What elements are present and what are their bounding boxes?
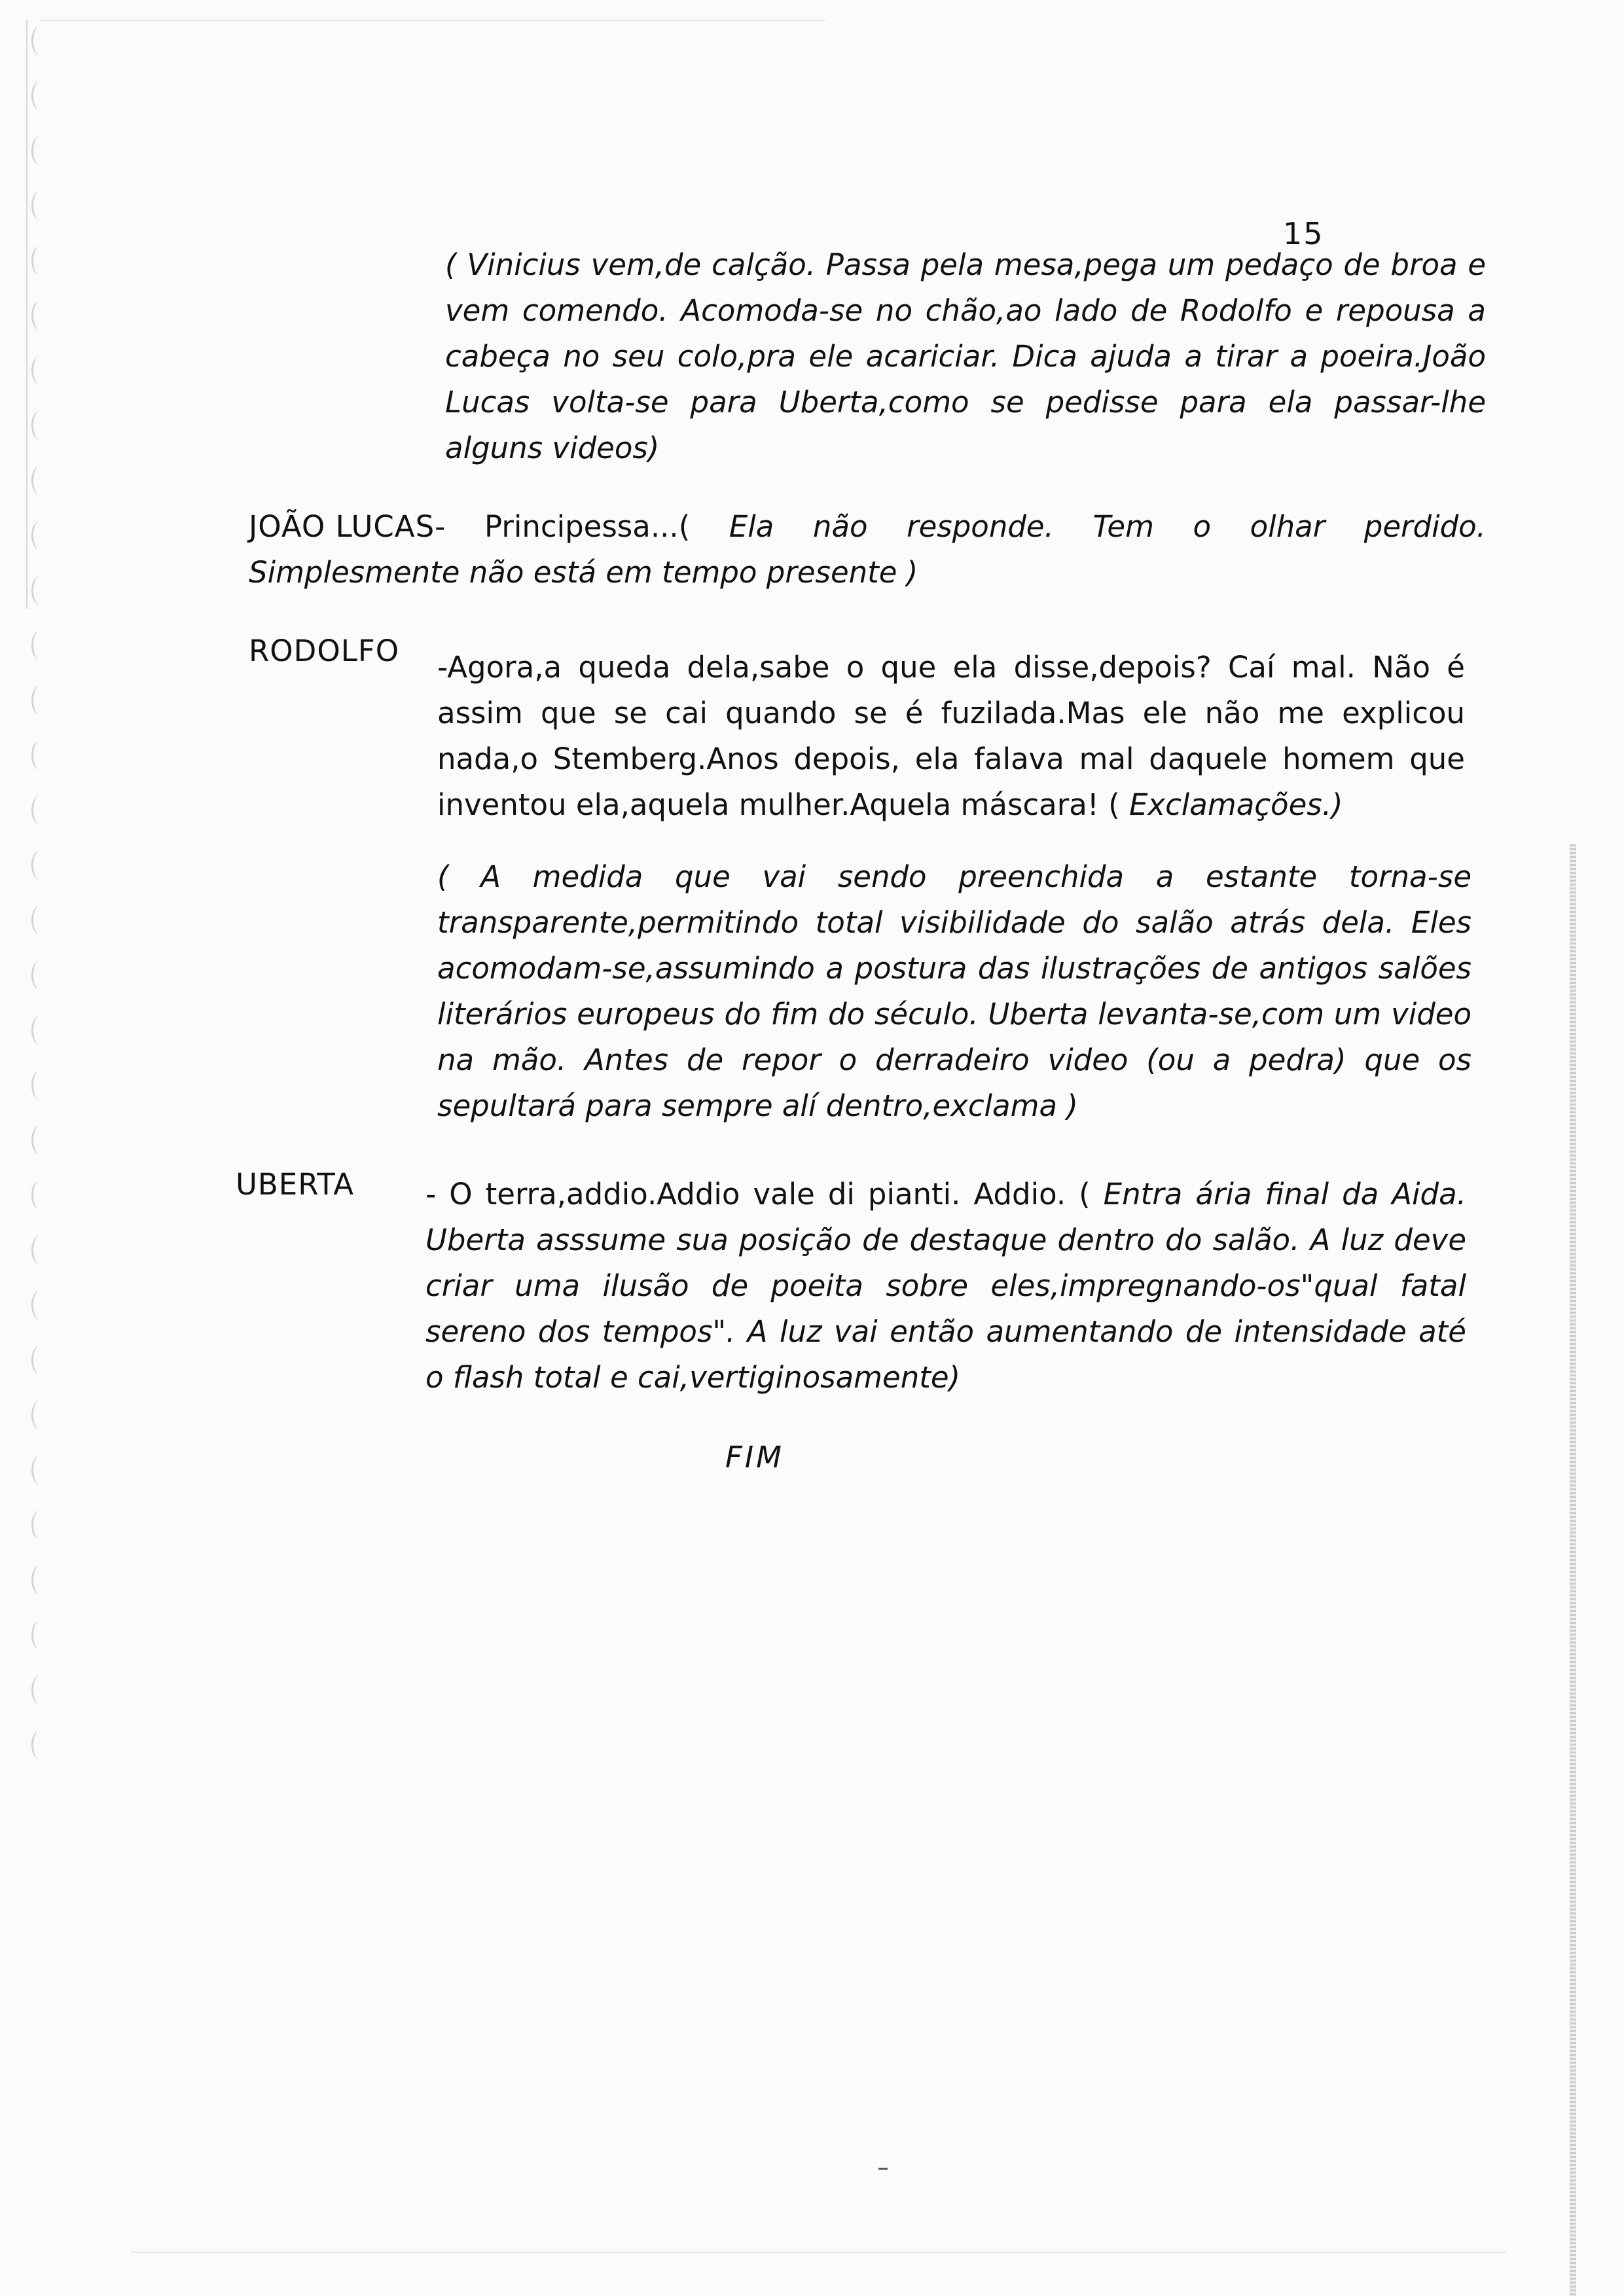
stage-direction-opening: ( Vinicius vem,de calção. Passa pela mesa,pega um pedaço de broa e vem comendo. Acomoda-se no chão,ao lado de Rodolfo e repousa a cabeça no seu colo,pra ele acariciar. Dica ajuda a tirar a poeira.João Lucas volta-se para Uberta,como se pedisse para ela passar-lhe alguns videos) [445,247,1486,465]
scan-edge-left [26,20,27,609]
dialogue-uberta [425,1172,1466,1401]
speaker-joao-lucas: JOÃO LUCAS- [249,509,446,544]
dialogue-uberta-line: - O terra,addio.Addio vale di pianti. Addio. ( [425,1177,1104,1211]
speaker-rodolfo: RODOLFO [249,634,400,668]
dialogue-joao-lucas-direction: Ela não responde. Tem o olhar perdido. Simplesmente não está em tempo presente ) [249,509,1486,590]
end-marker: FIM [725,1440,784,1475]
dialogue-rodolfo-direction: Exclamações.) [1129,787,1343,822]
dialogue-rodolfo-line: -Agora,a queda dela,sabe o que ela disse,depois? Caí mal. Não é assim que se cai quando se é fuzilada.Mas ele não me explicou nada,o Stemberg.Anos depois, ela falava mal daquele homem que inventou ela,aquela mulher.Aquela máscara! ( [437,650,1465,822]
scan-edge-top [39,20,825,21]
dialogue-joao-lucas [249,504,1486,596]
speaker-uberta: UBERTA [236,1167,355,1202]
binding-holes [31,26,71,1924]
stage-direction-middle: ( A medida que vai sendo preenchida a estante torna-se transparente,permitindo total visibilidade do salão atrás dela. Eles acomodam-se,assumindo a postura das ilustrações de antigos salões literários europeus do fim do século. Uberta levanta-se,com um video na mão. Antes de repor o derradeiro video (ou a pedra) que os sepultará para sempre alí dentro,exclama ) [437,859,1471,1123]
scan-mark [878,2168,888,2170]
scan-edge-bottom [131,2251,1506,2253]
dialogue-joao-lucas-line: Principessa...( [484,509,729,544]
page-number: 15 [1283,216,1324,251]
dialogue-rodolfo [437,645,1465,828]
scan-edge-right [1570,844,1576,2296]
dialogue-uberta-direction: Entra ária final da Aida. Uberta asssume sua posição de destaque dentro do salão. A luz deve criar uma ilusão de poeita sobre eles,impregnando-os"qual fatal sereno dos tempos". A luz vai então aumentando de intensidade até o flash total e cai,vertiginosamente) [425,1177,1466,1395]
